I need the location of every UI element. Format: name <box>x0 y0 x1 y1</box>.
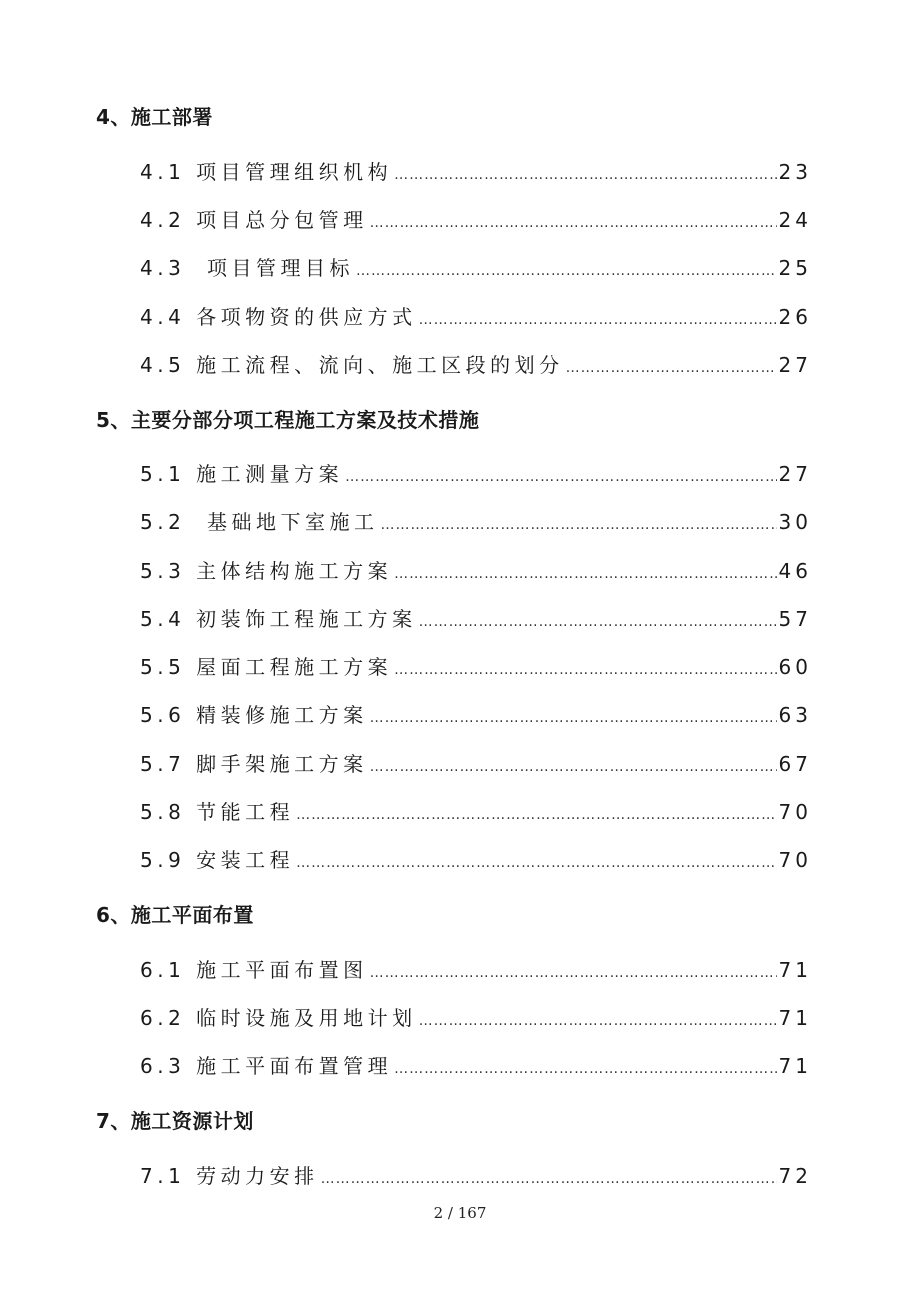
dot-leader <box>296 848 776 878</box>
dot-leader <box>419 1006 777 1036</box>
dot-leader <box>370 958 777 988</box>
toc-entry-page: 71 <box>778 1006 812 1030</box>
toc-entry-5-3[interactable] <box>140 556 812 589</box>
toc-entry-page: 57 <box>778 607 812 631</box>
page-indicator: 2 / 167 <box>433 1204 487 1222</box>
toc-entry-4-4[interactable] <box>140 302 812 335</box>
dot-leader <box>566 353 777 383</box>
toc-entry-label: 4.5 施工流程、流向、施工区段的划分 <box>140 353 564 377</box>
toc-entry-5-5[interactable] <box>140 652 812 685</box>
dot-leader <box>394 1054 776 1084</box>
dot-leader <box>345 462 776 492</box>
toc-entry-4-3[interactable] <box>140 253 812 286</box>
toc-entry-label: 5.8 节能工程 <box>140 800 295 824</box>
dot-leader <box>370 703 777 733</box>
toc-entry-label: 7.1 劳动力安排 <box>140 1164 319 1188</box>
dot-leader <box>370 752 777 782</box>
toc-entry-page: 27 <box>778 462 812 486</box>
toc-entry-7-1[interactable] <box>140 1161 812 1194</box>
toc-entry-page: 63 <box>778 703 812 727</box>
toc-entry-label: 5.1 施工测量方案 <box>140 462 344 486</box>
toc-entry-label: 5.9 安装工程 <box>140 848 295 872</box>
toc-entry-4-2[interactable] <box>140 205 812 238</box>
toc-entry-page: 27 <box>778 353 812 377</box>
toc-entry-5-7[interactable] <box>140 749 812 782</box>
toc-entry-4-5[interactable] <box>140 350 812 383</box>
dot-leader <box>419 305 777 335</box>
toc-entry-label: 5.5 屋面工程施工方案 <box>140 655 393 679</box>
toc-entry-label: 4.4 各项物资的供应方式 <box>140 305 417 329</box>
dot-leader <box>370 208 777 238</box>
toc-entry-page: 72 <box>778 1164 812 1188</box>
toc-entry-label: 6.1 施工平面布置图 <box>140 958 368 982</box>
dot-leader <box>419 607 777 637</box>
toc-entry-page: 23 <box>778 160 812 184</box>
toc-entry-6-3[interactable] <box>140 1051 812 1084</box>
toc-entry-page: 26 <box>778 305 812 329</box>
section-heading-4: 4、施工部署 <box>96 105 213 129</box>
section-heading-7: 7、施工资源计划 <box>96 1109 254 1133</box>
toc-entry-label: 5.7 脚手架施工方案 <box>140 752 368 776</box>
dot-leader <box>394 655 776 685</box>
dot-leader <box>394 559 776 589</box>
toc-entry-6-1[interactable] <box>140 955 812 988</box>
toc-entry-6-2[interactable] <box>140 1003 812 1036</box>
toc-entry-label: 5.3 主体结构施工方案 <box>140 559 393 583</box>
toc-entry-page: 30 <box>778 510 812 534</box>
toc-entry-page: 70 <box>778 848 812 872</box>
toc-entry-label: 5.6 精装修施工方案 <box>140 703 368 727</box>
dot-leader <box>394 160 776 190</box>
toc-entry-label: 6.3 施工平面布置管理 <box>140 1054 393 1078</box>
toc-entry-label: 6.2 临时设施及用地计划 <box>140 1006 417 1030</box>
toc-entry-label: 4.2 项目总分包管理 <box>140 208 368 232</box>
toc-entry-page: 24 <box>778 208 812 232</box>
toc-entry-page: 25 <box>778 256 812 280</box>
toc-entry-label: 5.4 初装饰工程施工方案 <box>140 607 417 631</box>
toc-entry-5-1[interactable] <box>140 459 812 492</box>
dot-leader <box>296 800 776 830</box>
toc-entry-4-1[interactable] <box>140 157 812 190</box>
toc-entry-page: 71 <box>778 958 812 982</box>
toc-entry-5-2[interactable] <box>140 507 812 540</box>
toc-entry-5-8[interactable] <box>140 797 812 830</box>
toc-entry-5-6[interactable] <box>140 700 812 733</box>
section-heading-5: 5、主要分部分项工程施工方案及技术措施 <box>96 408 480 432</box>
toc-entry-page: 46 <box>778 559 812 583</box>
toc-entry-label: 4.1 项目管理组织机构 <box>140 160 393 184</box>
toc-entry-5-4[interactable] <box>140 604 812 637</box>
toc-entry-page: 71 <box>778 1054 812 1078</box>
dot-leader <box>321 1164 777 1194</box>
toc-entry-page: 60 <box>778 655 812 679</box>
section-heading-6: 6、施工平面布置 <box>96 903 254 927</box>
dot-leader <box>381 510 777 540</box>
toc-entry-label: 4.3 项目管理目标 <box>140 256 355 280</box>
dot-leader <box>356 256 777 286</box>
toc-entry-page: 67 <box>778 752 812 776</box>
toc-entry-5-9[interactable] <box>140 845 812 878</box>
toc-entry-label: 5.2 基础地下室施工 <box>140 510 379 534</box>
toc-entry-page: 70 <box>778 800 812 824</box>
